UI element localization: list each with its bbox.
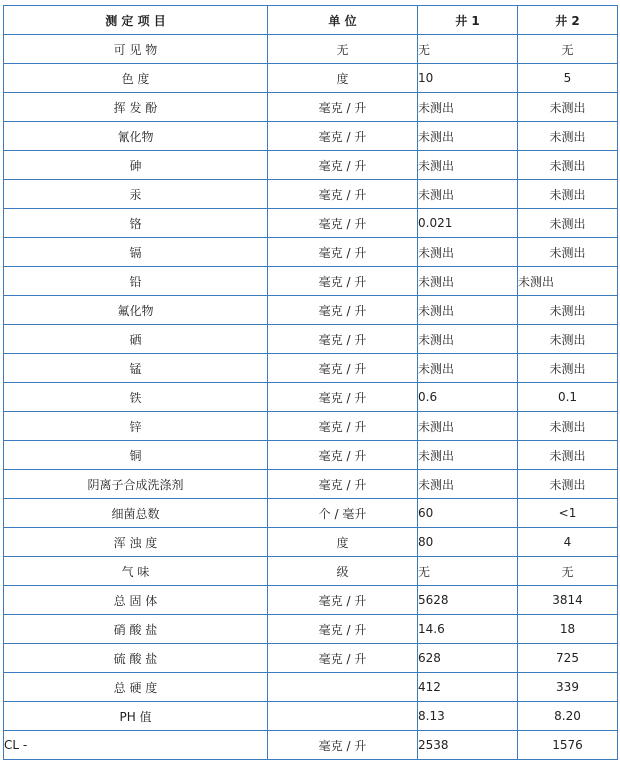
cell-unit: 毫克 / 升 (268, 441, 418, 470)
table-row (4, 238, 618, 267)
cell-item: 硝 酸 盐 (4, 615, 268, 644)
cell-well-1: 未测出 (418, 151, 518, 180)
cell-well-2: 未测出 (518, 151, 618, 180)
water-quality-table (3, 5, 618, 760)
cell-well-1: 80 (418, 528, 518, 557)
header-well-1: 井 1 (418, 6, 518, 35)
cell-unit: 毫克 / 升 (268, 325, 418, 354)
cell-unit: 度 (268, 528, 418, 557)
cell-item: 浑 浊 度 (4, 528, 268, 557)
table-row (4, 412, 618, 441)
cell-well-1: 未测出 (418, 354, 518, 383)
table-row (4, 35, 618, 64)
cell-well-2: 未测出 (518, 267, 618, 296)
cell-item: 镉 (4, 238, 268, 267)
cell-well-1: 628 (418, 644, 518, 673)
table-row (4, 325, 618, 354)
cell-item: 气 味 (4, 557, 268, 586)
cell-well-2: 未测出 (518, 441, 618, 470)
cell-well-2: 18 (518, 615, 618, 644)
cell-unit: 毫克 / 升 (268, 731, 418, 760)
table-row (4, 383, 618, 412)
cell-well-2: 未测出 (518, 354, 618, 383)
table-row (4, 93, 618, 122)
cell-item: 硫 酸 盐 (4, 644, 268, 673)
cell-well-1: 60 (418, 499, 518, 528)
cell-unit: 毫克 / 升 (268, 412, 418, 441)
cell-item: 挥 发 酚 (4, 93, 268, 122)
header-item: 测 定 项 目 (4, 6, 268, 35)
cell-well-2: 5 (518, 64, 618, 93)
cell-unit: 毫克 / 升 (268, 470, 418, 499)
cell-item: 铜 (4, 441, 268, 470)
cell-well-2: 0.1 (518, 383, 618, 412)
cell-well-1: 未测出 (418, 180, 518, 209)
cell-well-1: 412 (418, 673, 518, 702)
header-well-2: 井 2 (518, 6, 618, 35)
cell-item: 氟化物 (4, 296, 268, 325)
cell-unit: 度 (268, 64, 418, 93)
cell-unit: 毫克 / 升 (268, 93, 418, 122)
cell-well-1: 2538 (418, 731, 518, 760)
cell-item: 细菌总数 (4, 499, 268, 528)
cell-well-1: 未测出 (418, 412, 518, 441)
table-body (4, 35, 618, 760)
cell-item: CL - (4, 731, 268, 760)
cell-item: 总 硬 度 (4, 673, 268, 702)
table-row (4, 354, 618, 383)
cell-unit: 毫克 / 升 (268, 151, 418, 180)
cell-unit: 毫克 / 升 (268, 296, 418, 325)
cell-unit (268, 702, 418, 731)
cell-unit: 毫克 / 升 (268, 180, 418, 209)
cell-well-2: 1576 (518, 731, 618, 760)
table-row (4, 499, 618, 528)
cell-well-1: 未测出 (418, 267, 518, 296)
header-unit: 单 位 (268, 6, 418, 35)
cell-item: 锰 (4, 354, 268, 383)
cell-unit: 个 / 毫升 (268, 499, 418, 528)
cell-item: 锌 (4, 412, 268, 441)
cell-unit: 毫克 / 升 (268, 383, 418, 412)
cell-well-2: 未测出 (518, 470, 618, 499)
cell-well-1: 无 (418, 557, 518, 586)
cell-unit (268, 673, 418, 702)
table-row (4, 296, 618, 325)
cell-unit: 毫克 / 升 (268, 354, 418, 383)
table-row (4, 644, 618, 673)
cell-well-2: <1 (518, 499, 618, 528)
cell-well-2: 8.20 (518, 702, 618, 731)
table-row (4, 209, 618, 238)
table-row (4, 586, 618, 615)
table-row (4, 267, 618, 296)
cell-item: 砷 (4, 151, 268, 180)
cell-item: 铅 (4, 267, 268, 296)
table-row (4, 441, 618, 470)
table-row (4, 470, 618, 499)
table-row (4, 528, 618, 557)
water-quality-table-container (3, 5, 618, 760)
cell-item: 铁 (4, 383, 268, 412)
table-row (4, 731, 618, 760)
cell-well-2: 339 (518, 673, 618, 702)
cell-well-1: 0.021 (418, 209, 518, 238)
cell-item: 总 固 体 (4, 586, 268, 615)
cell-unit: 毫克 / 升 (268, 586, 418, 615)
cell-item: 色 度 (4, 64, 268, 93)
cell-unit: 毫克 / 升 (268, 209, 418, 238)
cell-well-2: 未测出 (518, 412, 618, 441)
cell-well-2: 未测出 (518, 325, 618, 354)
cell-well-1: 未测出 (418, 441, 518, 470)
cell-well-1: 14.6 (418, 615, 518, 644)
cell-well-2: 未测出 (518, 296, 618, 325)
cell-well-2: 未测出 (518, 209, 618, 238)
cell-unit: 毫克 / 升 (268, 615, 418, 644)
cell-item: 可 见 物 (4, 35, 268, 64)
cell-item: 阴离子合成洗涤剂 (4, 470, 268, 499)
cell-well-2: 未测出 (518, 238, 618, 267)
cell-well-2: 无 (518, 35, 618, 64)
cell-well-1: 未测出 (418, 93, 518, 122)
cell-unit: 毫克 / 升 (268, 122, 418, 151)
table-row (4, 151, 618, 180)
table-row (4, 122, 618, 151)
cell-well-1: 未测出 (418, 470, 518, 499)
cell-unit: 毫克 / 升 (268, 238, 418, 267)
cell-well-2: 无 (518, 557, 618, 586)
table-row (4, 180, 618, 209)
cell-well-1: 5628 (418, 586, 518, 615)
table-row (4, 557, 618, 586)
cell-well-1: 未测出 (418, 238, 518, 267)
cell-item: 铬 (4, 209, 268, 238)
cell-well-2: 未测出 (518, 93, 618, 122)
cell-well-2: 未测出 (518, 180, 618, 209)
cell-item: 硒 (4, 325, 268, 354)
table-row (4, 64, 618, 93)
cell-item: PH 值 (4, 702, 268, 731)
cell-well-2: 4 (518, 528, 618, 557)
cell-unit: 无 (268, 35, 418, 64)
cell-well-1: 无 (418, 35, 518, 64)
cell-unit: 毫克 / 升 (268, 267, 418, 296)
cell-unit: 毫克 / 升 (268, 644, 418, 673)
cell-well-1: 未测出 (418, 325, 518, 354)
cell-well-2: 725 (518, 644, 618, 673)
table-header-row (4, 6, 618, 35)
cell-well-1: 8.13 (418, 702, 518, 731)
cell-unit: 级 (268, 557, 418, 586)
cell-well-1: 未测出 (418, 296, 518, 325)
cell-well-1: 未测出 (418, 122, 518, 151)
cell-well-2: 3814 (518, 586, 618, 615)
table-row (4, 615, 618, 644)
cell-well-1: 10 (418, 64, 518, 93)
cell-well-1: 0.6 (418, 383, 518, 412)
cell-item: 氰化物 (4, 122, 268, 151)
cell-well-2: 未测出 (518, 122, 618, 151)
table-row (4, 673, 618, 702)
cell-item: 汞 (4, 180, 268, 209)
table-row (4, 702, 618, 731)
